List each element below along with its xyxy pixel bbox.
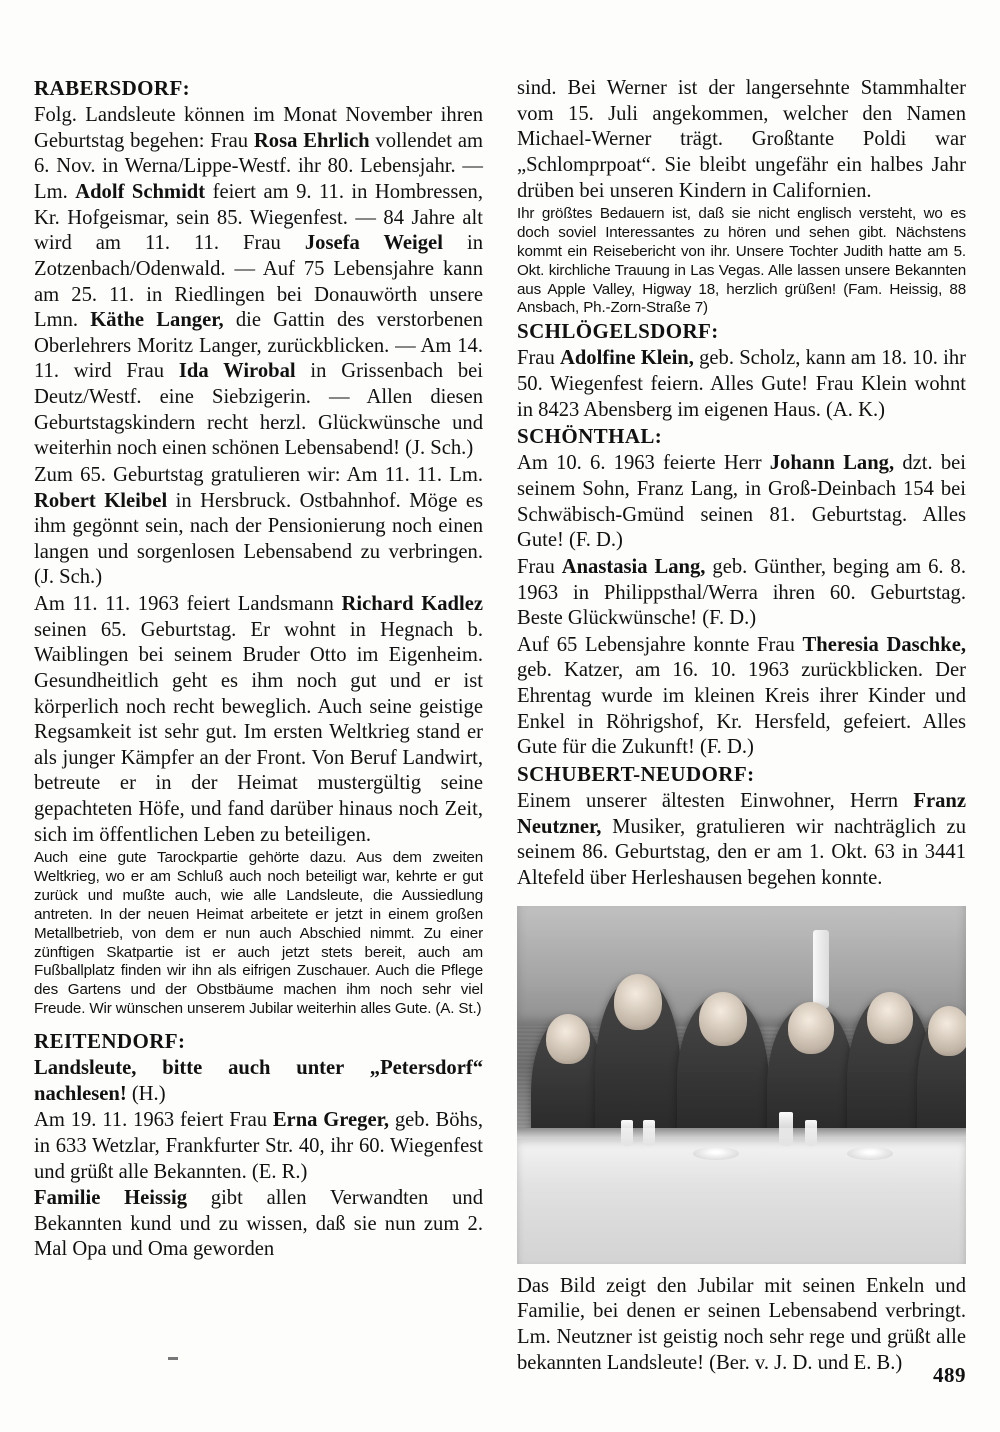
paragraph: Familie Heissig gibt allen Verwandten und Bekannten kund und zu wissen, daß sie nun zum 2. Mal Opa und Oma geworden — [34, 1187, 483, 1261]
paragraph: Zum 65. Geburtstag gratulieren wir: Am 11. 11. Lm. Robert Kleibel in Hersbruck. Ostbahnhof. Möge es ihm gegönnt sein, nach der Pensionierung noch einen langen und sorgenlosen Lebensabend zu verbringen. (J. Sch.) — [34, 463, 483, 589]
section-heading-schubert-neudorf: SCHUBERT-NEUDORF: — [517, 761, 755, 786]
page-number: 489 — [933, 1363, 966, 1387]
two-column-body — [34, 76, 966, 1377]
paragraph: Frau Adolfine Klein, geb. Scholz, kann am 18. 10. ihr 50. Wiegenfest feiern. Alles Gute! Frau Klein wohnt in 8423 Abensberg im eigenen Haus. (A. K.) — [517, 347, 967, 421]
paragraph: Am 10. 6. 1963 feierte Herr Johann Lang, dzt. bei seinem Sohn, Franz Lang, in Groß-Deinbach 154 bei Schwäbisch-Gmünd seinen 81. Geburtstag. Alles Gute! (F. D.) — [517, 452, 966, 552]
photo-plate — [693, 1147, 739, 1160]
section-heading-schoenthal: SCHÖNTHAL: — [517, 424, 663, 449]
print-tick-mark — [168, 1357, 178, 1360]
photo-caption: Das Bild zeigt den Jubilar mit seinen Enkeln und Familie, bei denen er seinen Lebensabend verbringt. Lm. Neutzner ist geistig noch sehr rege und grüßt alle bekannten Landsleute! (Ber. v. J. D. und E. B.) — [517, 1274, 966, 1374]
paragraph: sind. Bei Werner ist der langersehnte Stammhalter vom 15. Juli angekommen, welcher den Namen Michael-Werner trägt. Großtante Poldi war „Schlomprpoat“. Sie bleibt ungefähr ein halbes Jahr drüben bei unseren Kindern in Californien. — [517, 77, 966, 202]
photo-person — [677, 996, 769, 1146]
photo-tablecloth — [517, 1138, 966, 1264]
photo-glass — [643, 1120, 655, 1146]
photo-lamp — [813, 930, 829, 1008]
right-column — [517, 76, 966, 1377]
photo-glass — [805, 1120, 817, 1146]
paragraph: Am 11. 11. 1963 feiert Landsmann Richard Kadlez seinen 65. Geburtstag. Er wohnt in Hegnach b. Waiblingen bei seinem Bruder Otto im Eigenheim. Gesundheitlich geht es ihm noch gut und er ist körperlich noch recht beweglich. Auch seine geistige Regsamkeit ist sehr gut. Im ersten Weltkrieg stand er als junger Kämpfer an der Front. Von Beruf Landwirt, betreute er in der Heimat mustergültig seine gepachteten Höfe, und fand darüber hinaus noch Zeit, sich im öffentlichen Leben zu beteiligen. — [34, 593, 484, 846]
section-heading-reitendorf: REITENDORF: — [34, 1028, 186, 1053]
paragraph-small: Auch eine gute Tarockpartie gehörte dazu. Aus dem zweiten Weltkrieg, wo er am Schluß auch noch beteiligt war, kehrte er gut zurück und mußte auch, wie alle Landsleute, die Aussiedlung antreten. In der neuen Heimat arbeitete er jetzt in einem großen Metallbetrieb, von dem er nun auch Abschied nimmt. Zu einer zünftigen Skatpartie ist er auch jetzt stets bereit, auch am Fußballplatz finden wir ihn als eifrigen Zuschauer. Auch die Pflege des Gartens und der Obstbäume machen ihm noch sehr viel Freude. Wir wünschen unserem Jubilar weiterhin alles Gute. (A. St.) — [34, 849, 483, 1018]
left-column — [34, 76, 483, 1377]
paragraph: Einem unserer ältesten Einwohner, Herrn Franz Neutzner, Musiker, gratulieren wir nachträglich zu seinem 86. Geburtstag, den er am 1. Okt. 63 in 3441 Altefeld über Herleshausen begehen konnte. — [517, 790, 966, 889]
photo-person — [531, 1018, 605, 1146]
paragraph: Am 19. 11. 1963 feiert Frau Erna Greger, geb. Böhs, in 633 Wetzlar, Frankfurter Str. 40, ihr 60. Wiegenfest und grüßt alle Bekannten. (E. R.) — [34, 1109, 483, 1183]
group-photo — [517, 906, 966, 1264]
photo-plate — [847, 1147, 893, 1160]
section-heading-schloegelsdorf: SCHLÖGELSDORF: — [517, 319, 719, 344]
paragraph: Landsleute, bitte auch unter „Petersdorf“ nachlesen! (H.) — [34, 1057, 483, 1105]
photo-table-edge — [517, 1128, 966, 1138]
photo-person — [595, 978, 681, 1146]
paragraph: Frau Anastasia Lang, geb. Günther, beging am 6. 8. 1963 in Philippsthal/Werra ihren 60. Geburtstag. Beste Glückwünsche! (F. D.) — [517, 555, 966, 630]
photo-glass — [779, 1112, 793, 1146]
paragraph: Folg. Landsleute können im Monat November ihren Geburtstag begehen: Frau Rosa Ehrlich vollendet am 6. Nov. in Werna/Lippe-Westf. ihr 80. Lebensjahr. — Lm. Adolf Schmidt feiert am 9. 11. in Hombressen, Kr. Hofgeismar, sein 85. Wiegenfest. — 84 Jahre alt wird am 11. 11. Frau Josefa Weigel in Zotzenbach/Odenwald. — Auf 75 Lebensjahre kann am 25. 11. in Riedlingen bei Donauwörth unsere Lmn. Käthe Langer, die Gattin des verstorbenen Oberlehrers Moritz Langer, zurückblicken. — Am 14. 11. wird Frau Ida Wirobal in Grissenbach bei Deutz/Westf. eine Siebzigerin. — Allen diesen Geburtstagskindern recht herzl. Glückwünsche und weiterhin noch einen schönen Lebensabend! (J. Sch.) — [34, 104, 484, 460]
paragraph-small: Ihr größtes Bedauern ist, daß sie nicht englisch versteht, wo es doch soviel Interessantes zu hören und sehen gibt. Nächstens kommt ein Reisebericht von ihr. Unsere Tochter Judith hatte am 5. Okt. kirchliche Trauung in Las Vegas. Alle lassen unsere Bekannten aus Apple Valley, Higway 18, herzlich grüßen! (Fam. Heissig, 88 Ansbach, Ph.-Zorn-Straße 7) — [517, 205, 966, 317]
photo-glass — [621, 1120, 633, 1146]
paragraph: Auf 65 Lebensjahre konnte Frau Theresia Daschke, geb. Katzer, am 16. 10. 1963 zurückblicken. Der Ehrentag wurde im kleinen Kreis ihrer Kinder und Enkel in Röhrigshof, Kr. Hersfeld, gefeiert. Alles Gute für die Zukunft! (F. D.) — [517, 633, 966, 759]
section-heading-rabersdorf: RABERSDORF: — [34, 76, 191, 100]
